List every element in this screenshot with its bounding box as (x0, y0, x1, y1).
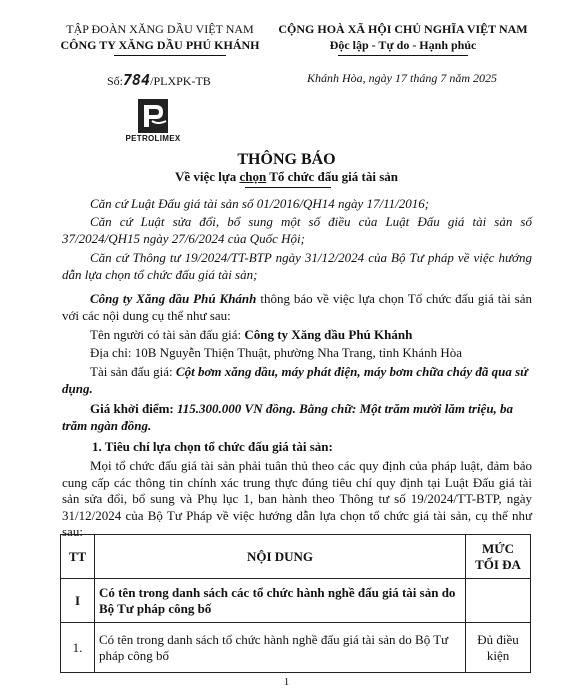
page-number: 1 (283, 676, 290, 688)
basis-1: Căn cứ Luật Đấu giá tài sản số 01/2016/QH14 ngày 17/11/2016; (90, 196, 430, 211)
section-1-heading: 1. Tiêu chí lựa chọn tổ chức đấu giá tài sản: (92, 439, 333, 454)
price-line (62, 401, 532, 434)
header-max: MỨC TỐI ĐA (466, 535, 531, 579)
header-content: NỘI DUNG (94, 535, 465, 579)
table-row (61, 579, 531, 623)
subtitle-underlined: chọn (239, 169, 267, 184)
subtitle-post: Tổ chức đấu giá tài sản (266, 169, 399, 184)
owner-line (90, 327, 530, 344)
row-tt: 1. (61, 623, 95, 673)
criteria-table (60, 534, 531, 673)
section-1-paragraph: Mọi tổ chức đấu giá tài sản phải tuân thủ theo các quy định của pháp luật, đảm bảo cung cấp các thông tin chính xác trung thực đúng tiêu chí quy định tại Luật Đấu giá tài sản sửa đổi, bổ sung và Phụ lục 1, ban hành theo Thông tư số 19/2024/TT-BTP, ngày 31/12/2024 của Bộ Tư Pháp về việc hướng dẫn lựa chọn tổ chức giá tài sản, cụ thể như sau: (62, 458, 532, 539)
notice-title: THÔNG BÁO (237, 151, 336, 168)
row-max: Đủ điều kiện (466, 623, 531, 673)
motto-underline (338, 55, 468, 56)
doc-number-handwritten: 784 (123, 71, 151, 89)
owner-value: Công ty Xăng dầu Phú Khánh (244, 327, 413, 342)
org-name: CÔNG TY XĂNG DẦU PHÚ KHÁNH (60, 38, 260, 52)
doc-number (107, 71, 211, 89)
motto: Độc lập - Tự do - Hạnh phúc (329, 38, 477, 52)
address-line (90, 345, 530, 362)
row-content: Có tên trong danh sách tổ chức hành nghề đấu giá tài sản do Bộ Tư pháp công bố (94, 623, 465, 673)
org-underline (114, 55, 226, 56)
logo-text: PETROLIMEX (125, 134, 181, 143)
owner-label: Tên người có tài sản đấu giá: (90, 327, 245, 342)
intro-text: thông báo về việc lựa chọn Tổ chức đấu giá tài sản với các nội dung cụ thể như sau: (62, 291, 532, 323)
org-parent: TẬP ĐOÀN XĂNG DẦU VIỆT NAM (66, 22, 254, 36)
place-date: Khánh Hòa, ngày 17 tháng 7 năm 2025 (307, 71, 497, 85)
asset-value: Cột bơm xăng dầu, máy phát điện, máy bơm chữa cháy đã qua sử dụng. (62, 364, 528, 396)
asset-label: Tài sản đấu giá: (90, 364, 176, 379)
basis-2: Căn cứ Luật sửa đổi, bổ sung một số điều của Luật Đấu giá tài sản số 37/2024/QH15 ngày 27/6/2024 của Quốc Hội; (62, 214, 532, 246)
address-value: 10B Nguyễn Thiện Thuật, phường Nha Trang, tỉnh Khánh Hòa (134, 345, 462, 360)
intro-company: Công ty Xăng dầu Phú Khánh (90, 291, 257, 306)
table-row (61, 623, 531, 673)
table-header-row (61, 535, 531, 579)
address-label: Địa chỉ: (90, 345, 135, 360)
title-underline (245, 187, 331, 188)
row-max (466, 579, 531, 623)
doc-number-suffix: /PLXPK-TB (150, 74, 211, 88)
price-label: Giá khởi điểm: (90, 401, 178, 416)
nation-title: CỘNG HOÀ XÃ HỘI CHỦ NGHĨA VIỆT NAM (278, 22, 528, 36)
row-tt: I (61, 579, 95, 623)
row-content: Có tên trong danh sách các tổ chức hành nghề đấu giá tài sản do Bộ Tư pháp công bố (94, 579, 465, 623)
asset-line (62, 364, 532, 397)
petrolimex-logo-icon (132, 99, 174, 133)
price-value: 115.300.000 VN đồng. Bằng chữ: Một trăm mười lăm triệu, ba trăm ngàn đồng. (62, 401, 514, 433)
notice-subtitle (0, 169, 573, 185)
subtitle-pre: Về việc lựa (174, 169, 240, 184)
header-tt: TT (61, 535, 95, 579)
doc-number-prefix: Số: (107, 74, 124, 88)
intro-paragraph (62, 291, 532, 324)
basis-3: Căn cứ Thông tư 19/2024/TT-BTP ngày 31/12/2024 của Bộ Tư pháp về việc hướng dẫn lựa chọn tổ chức đấu giá tài sản; (62, 250, 532, 282)
